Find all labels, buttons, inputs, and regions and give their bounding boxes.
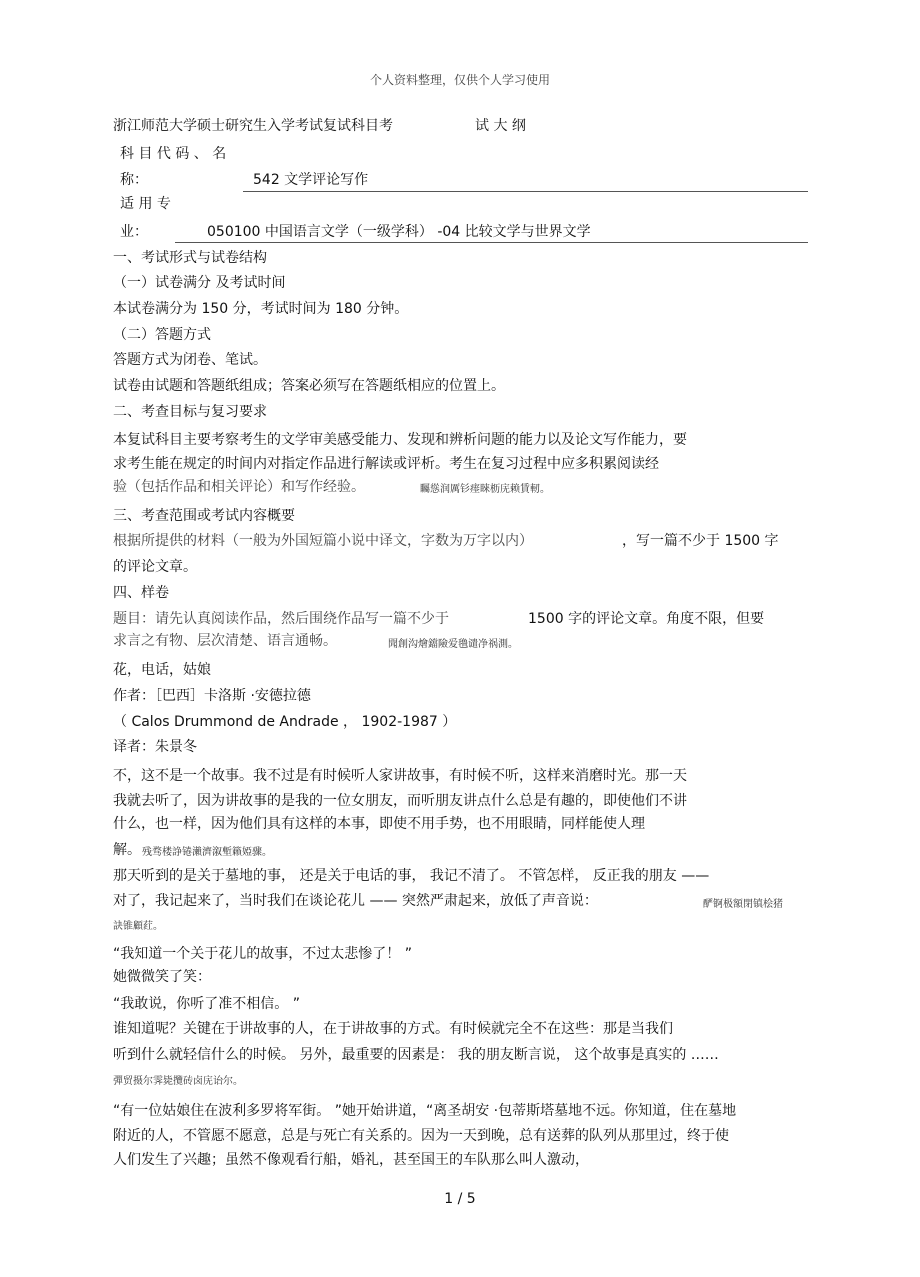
section-1-sub-1: （一）试卷满分 及考试时间 (113, 275, 286, 291)
section-3-para-line-1a: 根据所提供的材料（一般为外国短篇小说中译文，字数为万字以内） (113, 533, 533, 549)
document-title: 浙江师范大学硕士研究生入学考试复试科目考 (113, 118, 393, 134)
section-1-sub-2-text-2: 试卷由试题和答题纸组成；答案必须写在答题纸相应的位置上。 (113, 378, 505, 394)
story-para-1-noise: 残骛楼諍锩瀨濟溆塹籟婭骤。 (142, 847, 272, 858)
section-1-heading: 一、考试形式与试卷结构 (113, 250, 267, 266)
section-3-para-line-1b: ，写一篇不少于 1500 字 (622, 533, 779, 549)
section-3-para-line-2: 的评论文章。 (113, 559, 197, 575)
story-para-1-line-4: 解。 (113, 842, 141, 858)
document-title-tail: 试 大 纲 (475, 118, 526, 134)
story-para-1-line-2: 我就去听了，因为讲故事的是我的一位女朋友，而听朋友讲点什么总是有趣的，即使他们不讲 (113, 793, 687, 809)
story-para-3-line-2: 听到什么就轻信什么的时候。 另外，最重要的因素是： 我的朋友断言说， 这个故事是真实的 …… (113, 1047, 719, 1063)
story-smile: 她微微笑了笑： (113, 969, 211, 985)
major-label-cont: 业： (120, 224, 148, 240)
story-title: 花，电话，姑娘 (113, 662, 211, 678)
story-quote-1: “我知道一个关于花儿的故事，不过太悲惨了！ ” (113, 946, 412, 962)
story-para-4-line-2: 附近的人，不管愿不愿意，总是与死亡有关系的。因为一天到晚，总有送葬的队列从那里过，终于使 (113, 1128, 729, 1144)
story-para-2-line-2: 对了，我记起来了，当时我们在谈论花儿 —— 突然严肃起来，放低了声音说： (113, 893, 598, 909)
section-2-para-line-1: 本复试科目主要考察考生的文学审美感受能力、发现和辨析问题的能力以及论文写作能力，要 (113, 432, 687, 448)
section-2-para-line-3: 验（包括作品和相关评论）和写作经验。 (113, 479, 365, 495)
story-para-4-line-3: 人们发生了兴趣；虽然不像观看行船，婚礼，甚至国王的车队那么叫人激动， (113, 1152, 589, 1168)
major-label: 适 用 专 (120, 196, 171, 212)
subject-code-underline (243, 191, 808, 192)
story-para-2-noise-1: 酽锕极額閉镇桧猪 (703, 899, 783, 910)
story-translator: 译者：朱景冬 (113, 739, 197, 755)
section-2-heading: 二、考查目标与复习要求 (113, 404, 267, 420)
section-1-sub-1-text: 本试卷满分为 150 分，考试时间为 180 分钟。 (113, 301, 409, 317)
subject-code-value: 542 文学评论写作 (253, 172, 369, 188)
section-4-question-line-2: 求言之有物、层次清楚、语言通畅。 (113, 633, 337, 649)
subject-code-label: 科 目 代 码 、 名 (120, 146, 227, 162)
section-1-sub-2-text-1: 答题方式为闭卷、笔试。 (113, 352, 267, 368)
story-quote-2: “我敢说，你听了准不相信。 ” (113, 996, 300, 1012)
major-value: 050100 中国语言文学（一级学科） -04 比较文学与世界文学 (207, 224, 591, 240)
story-para-3-noise: 彈贸摄尔霁毙攬砖卤庑诒尔。 (113, 1076, 243, 1087)
story-author: 作者：［巴西］卡洛斯 ·安德拉德 (113, 688, 311, 704)
page-header-note: 个人资料整理，仅供个人学习使用 (369, 73, 550, 87)
story-para-3-line-1: 谁知道呢？关键在于讲故事的人，在于讲故事的方式。有时候就完全不在这些：那是当我们 (113, 1021, 673, 1037)
section-4-heading: 四、样卷 (113, 585, 169, 601)
section-2-para-line-2: 求考生能在规定的时间内对指定作品进行解读或评析。考生在复习过程中应多积累阅读经 (113, 456, 659, 472)
story-author-english: （ Calos Drummond de Andrade ， 1902-1987 ） (113, 714, 457, 730)
section-4-noise-text: 聞創沟燴鐺險爱氇谴净祸測。 (388, 639, 518, 650)
story-para-1-line-3: 什么，也一样，因为他们具有这样的本事，即使不用手势，也不用眼睛，同样能使人理 (113, 816, 645, 832)
major-underline (175, 242, 808, 243)
story-para-4-line-1: “有一位姑娘住在波利多罗将军街。 ”她开始讲道，“离圣胡安 ·包蒂斯塔墓地不远。你知道，住在墓地 (113, 1103, 737, 1119)
subject-code-label-cont: 称： (120, 172, 148, 188)
section-2-noise-text: 矚慫润厲钐瘗睞枥庑赖賃軔。 (420, 484, 550, 495)
section-3-heading: 三、考查范围或考试内容概要 (113, 508, 295, 524)
story-para-1-line-1: 不，这不是一个故事。我不过是有时候听人家讲故事，有时候不听，这样来消磨时光。那一天 (113, 768, 687, 784)
section-1-sub-2: （二）答题方式 (113, 327, 211, 343)
section-4-question-line-1a: 题目：请先认真阅读作品，然后围绕作品写一篇不少于 (113, 611, 449, 627)
story-para-2-noise-2: 訣锥顧荭。 (113, 921, 163, 932)
story-para-2-line-1: 那天听到的是关于墓地的事， 还是关于电话的事， 我记不清了。 不管怎样， 反正我的朋友 —— (113, 868, 710, 884)
section-4-question-line-1b: 1500 字的评论文章。角度不限，但要 (528, 611, 765, 627)
page-number: 1 / 5 (444, 1191, 476, 1207)
